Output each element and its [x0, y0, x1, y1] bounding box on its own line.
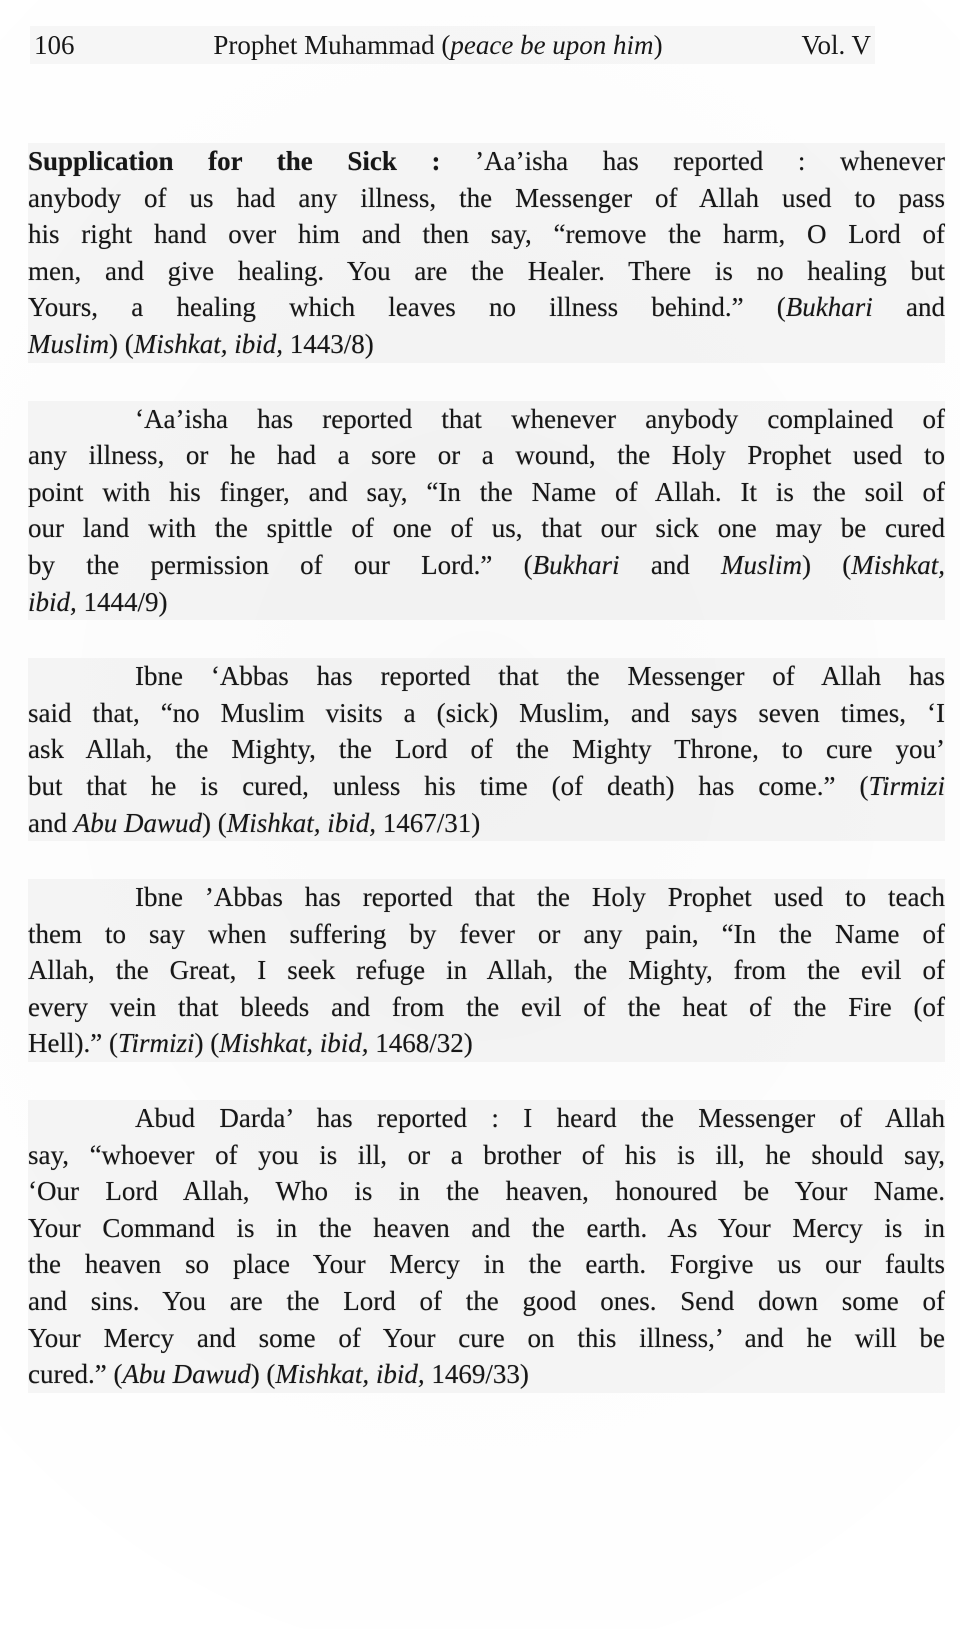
text-line: [28, 180, 945, 217]
text-run: ) (: [109, 328, 134, 359]
text-run: Bukhari: [785, 292, 873, 323]
text-run: Mishkat, ibid,: [133, 328, 283, 359]
text-line: [28, 1356, 945, 1393]
text-run: 1467/31): [375, 807, 481, 838]
text-line: [28, 695, 945, 732]
text-run: 1469/33): [424, 1359, 529, 1390]
text-run: Bukhari: [532, 549, 620, 580]
text-run: ) (: [250, 1359, 276, 1390]
text-run: but that he is cured, unless his time (of death) has come.” (: [28, 770, 869, 801]
text-run: ask Allah, the Mighty, the Lord of the Mighty Throne, to cure you’: [28, 734, 945, 765]
text-run: Ibne ’Abbas has reported that the Holy Prophet used to teach: [135, 882, 945, 913]
text-line: [28, 584, 945, 621]
text-line: [28, 1210, 945, 1247]
text-line: [28, 253, 945, 290]
text-line: [28, 547, 945, 584]
text-run: ibid,: [28, 586, 77, 617]
text-line: [28, 474, 945, 511]
text-line: [28, 1283, 945, 1320]
text-run: Abu Dawud: [122, 1359, 251, 1390]
text-run: ) (: [802, 549, 852, 580]
text-run: them to say when suffering by fever or any pain, “In the Name of: [28, 918, 945, 949]
text-line: [28, 326, 945, 363]
text-run: ‘Our Lord Allah, Who is in the heaven, honoured be Your Name.: [28, 1176, 945, 1207]
text-line: [28, 1320, 945, 1357]
text-run: ) (: [201, 807, 227, 838]
text-line: [28, 989, 945, 1026]
text-run: men, and give healing. You are the Healer. There is no healing but: [28, 255, 945, 286]
page-number: 106: [34, 30, 75, 60]
text-run: Mishkat, ibid,: [275, 1359, 425, 1390]
text-line: [28, 1100, 945, 1137]
text-run: Supplication for the Sick :: [28, 146, 476, 176]
text-line: [28, 1025, 945, 1062]
text-run: Allah, the Great, I seek refuge in Allah, the Mighty, from the evil of: [28, 955, 945, 986]
text-run: Abu Dawud: [73, 807, 202, 838]
text-run: and sins. You are the Lord of the good ones. Send down some of: [28, 1286, 945, 1317]
paragraph: [28, 879, 945, 1062]
text-run: ) (: [194, 1028, 220, 1059]
text-run: Ibne ‘Abbas has reported that the Messenger of Allah has: [135, 661, 945, 692]
text-run: Hell).” (: [28, 1028, 118, 1059]
text-run: Abud Darda’ has reported : I heard the Messenger of Allah: [135, 1103, 945, 1134]
text-run: Tirmizi: [117, 1028, 195, 1059]
text-line: [28, 879, 945, 916]
text-run: 1468/32): [368, 1028, 473, 1059]
text-line: [28, 143, 945, 180]
paragraph: [28, 658, 945, 841]
text-run: say, “whoever of you is ill, or a brother of his is ill, he should say,: [28, 1139, 945, 1170]
text-run: ’Aa’isha has reported : whenever: [475, 146, 945, 176]
text-run: 1444/9): [76, 586, 168, 617]
text-run: our land with the spittle of one of us, that our sick one may be cured: [28, 513, 945, 544]
text-line: [28, 1173, 945, 1210]
text-line: [28, 437, 945, 474]
text-run: and: [619, 549, 722, 580]
text-run: cured.” (: [28, 1359, 123, 1390]
running-title: [75, 28, 802, 62]
text-line: [28, 401, 945, 438]
text-run: Tirmizi: [868, 770, 945, 801]
text-run: Mishkat, ibid,: [226, 807, 376, 838]
text-run: anybody of us had any illness, the Messenger of Allah used to pass: [28, 182, 945, 213]
text-line: [28, 289, 945, 326]
text-line: [28, 731, 945, 768]
text-line: [28, 510, 945, 547]
paragraph: [28, 143, 945, 363]
text-run: Your Command is in the heaven and the earth. As Your Mercy is in: [28, 1212, 945, 1243]
text-run: peace be upon him: [450, 30, 654, 60]
text-run: any illness, or he had a sore or a wound, the Holy Prophet used to: [28, 440, 945, 471]
paragraph: [28, 401, 945, 621]
text-run: Mishkat, ibid,: [219, 1028, 369, 1059]
text-run: 1443/8): [282, 328, 374, 359]
text-line: [28, 1246, 945, 1283]
text-line: [28, 952, 945, 989]
text-line: [28, 916, 945, 953]
text-run: point with his finger, and say, “In the Name of Allah. It is the soil of: [28, 476, 945, 507]
text-run: Yours, a healing which leaves no illness behind.” (: [28, 292, 786, 323]
text-run: said that, “no Muslim visits a (sick) Muslim, and says seven times, ‘I: [28, 697, 945, 728]
text-line: [28, 658, 945, 695]
text-line: [28, 805, 945, 842]
text-line: [28, 216, 945, 253]
text-run: Mishkat,: [851, 549, 945, 580]
text-run: ‘Aa’isha has reported that whenever anybody complained of: [135, 403, 945, 434]
text-run: his right hand over him and then say, “remove the harm, O Lord of: [28, 219, 945, 250]
page-body: [28, 143, 945, 1431]
text-run: Prophet Muhammad (: [213, 30, 451, 60]
text-run: and: [872, 292, 945, 323]
text-run: ): [653, 30, 663, 60]
text-run: every vein that bleeds and from the evil of the heat of the Fire (of: [28, 991, 945, 1022]
text-line: [28, 1137, 945, 1174]
text-run: Muslim: [721, 549, 803, 580]
volume-label: Vol. V: [801, 30, 871, 60]
text-run: the heaven so place Your Mercy in the earth. Forgive us our faults: [28, 1249, 945, 1280]
text-run: and: [28, 807, 74, 838]
text-line: [28, 768, 945, 805]
text-run: Your Mercy and some of Your cure on this illness,’ and he will be: [28, 1322, 945, 1353]
text-run: Muslim: [28, 328, 109, 359]
page-header: [30, 26, 875, 64]
text-run: by the permission of our Lord.” (: [28, 549, 533, 580]
paragraph: [28, 1100, 945, 1393]
